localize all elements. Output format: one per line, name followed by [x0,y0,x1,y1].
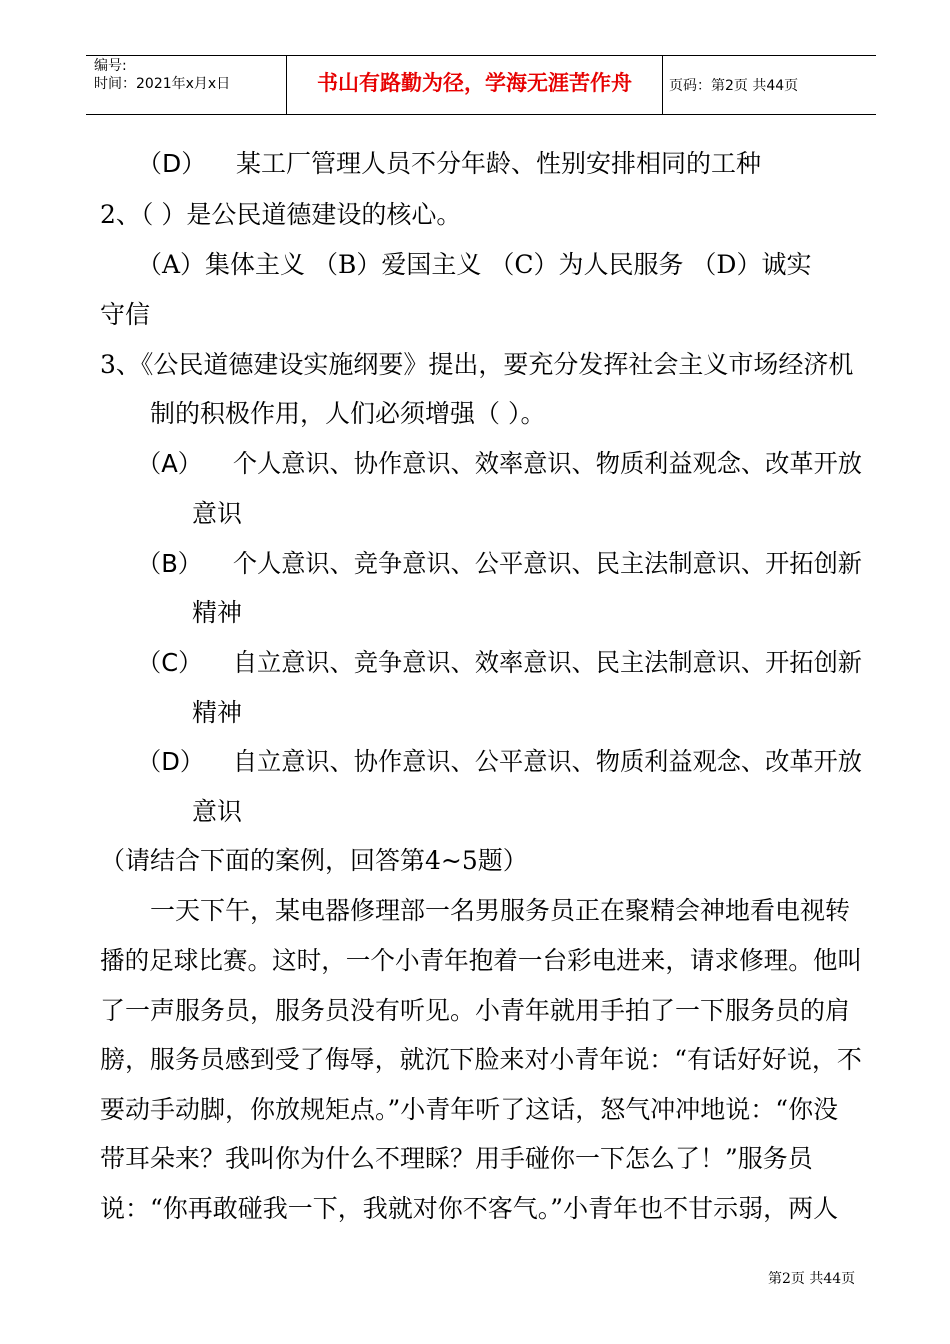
q3-option-b-wrap: 精神 [192,598,243,627]
q3-option-c-wrap: 精神 [192,698,243,727]
case-line: 一天下午，某电器修理部一名男服务员正在聚精会神地看电视转 [150,896,851,925]
option-marker: （A） [137,449,202,478]
q3-option-b [137,547,862,581]
page-footer: 第2页 共44页 [768,1271,856,1287]
option-text: 个人意识、协作意识、效率意识、物质利益观念、改革开放 [232,449,862,478]
option-marker: （C） [137,648,203,677]
case-line: 说：“你再敢碰我一下，我就对你不客气。”小青年也不甘示弱，两人 [100,1194,839,1223]
q3-option-c [137,646,862,680]
option-text: 自立意识、协作意识、公平意识、物质利益观念、改革开放 [232,747,862,776]
q2-options: （A）集体主义 （B）爱国主义 （C）为人民服务 （D）诚实 [137,250,812,279]
case-line: 播的足球比赛。这时，一个小青年抱着一台彩电进来，请求修理。他叫 [100,946,862,975]
q3-stem-line1: 3、《公民道德建设实施纲要》提出，要充分发挥社会主义市场经济机 [100,350,854,379]
header-divider-right [662,56,663,114]
case-line: 了一声服务员，服务员没有听见。小青年就用手拍了一下服务员的肩 [100,996,851,1025]
q3-option-d-wrap: 意识 [192,797,243,826]
option-marker: （D） [137,747,205,776]
q2-stem: 2、（ ）是公民道德建设的核心。 [100,200,462,229]
case-intro: （请结合下面的案例，回答第4~5题） [100,846,528,875]
option-text: 某工厂管理人员不分年龄、性别安排相同的工种 [236,149,762,178]
document-number-label: 编号: [94,58,127,74]
q2-options-wrap: 守信 [100,300,151,329]
q3-option-a [137,447,862,481]
q1-option-d [137,147,762,181]
header-motto: 书山有路勤为径，学海无涯苦作舟 [317,71,632,95]
case-line: 膀，服务员感到受了侮辱，就沉下脸来对小青年说：“有话好好说，不 [100,1045,862,1074]
option-marker: （D） [137,149,207,178]
q3-stem-line2: 制的积极作用，人们必须增强（ ）。 [150,399,546,428]
header-top-rule [86,55,876,56]
q3-option-a-wrap: 意识 [192,499,243,528]
option-text: 个人意识、竞争意识、公平意识、民主法制意识、开拓创新 [232,549,862,578]
header-page-label: 页码：第2页 共44页 [669,78,799,94]
case-line: 要动手动脚，你放规矩点。”小青年听了这话，怒气冲冲地说：“你没 [100,1095,839,1124]
q3-option-d [137,745,862,779]
header-bottom-rule [86,114,876,115]
option-text: 自立意识、竞争意识、效率意识、民主法制意识、开拓创新 [232,648,862,677]
document-time-label: 时间：2021年x月x日 [94,76,231,92]
option-marker: （B） [137,549,203,578]
case-line: 带耳朵来？我叫你为什么不理睬？用手碰你一下怎么了！”服务员 [100,1144,813,1173]
